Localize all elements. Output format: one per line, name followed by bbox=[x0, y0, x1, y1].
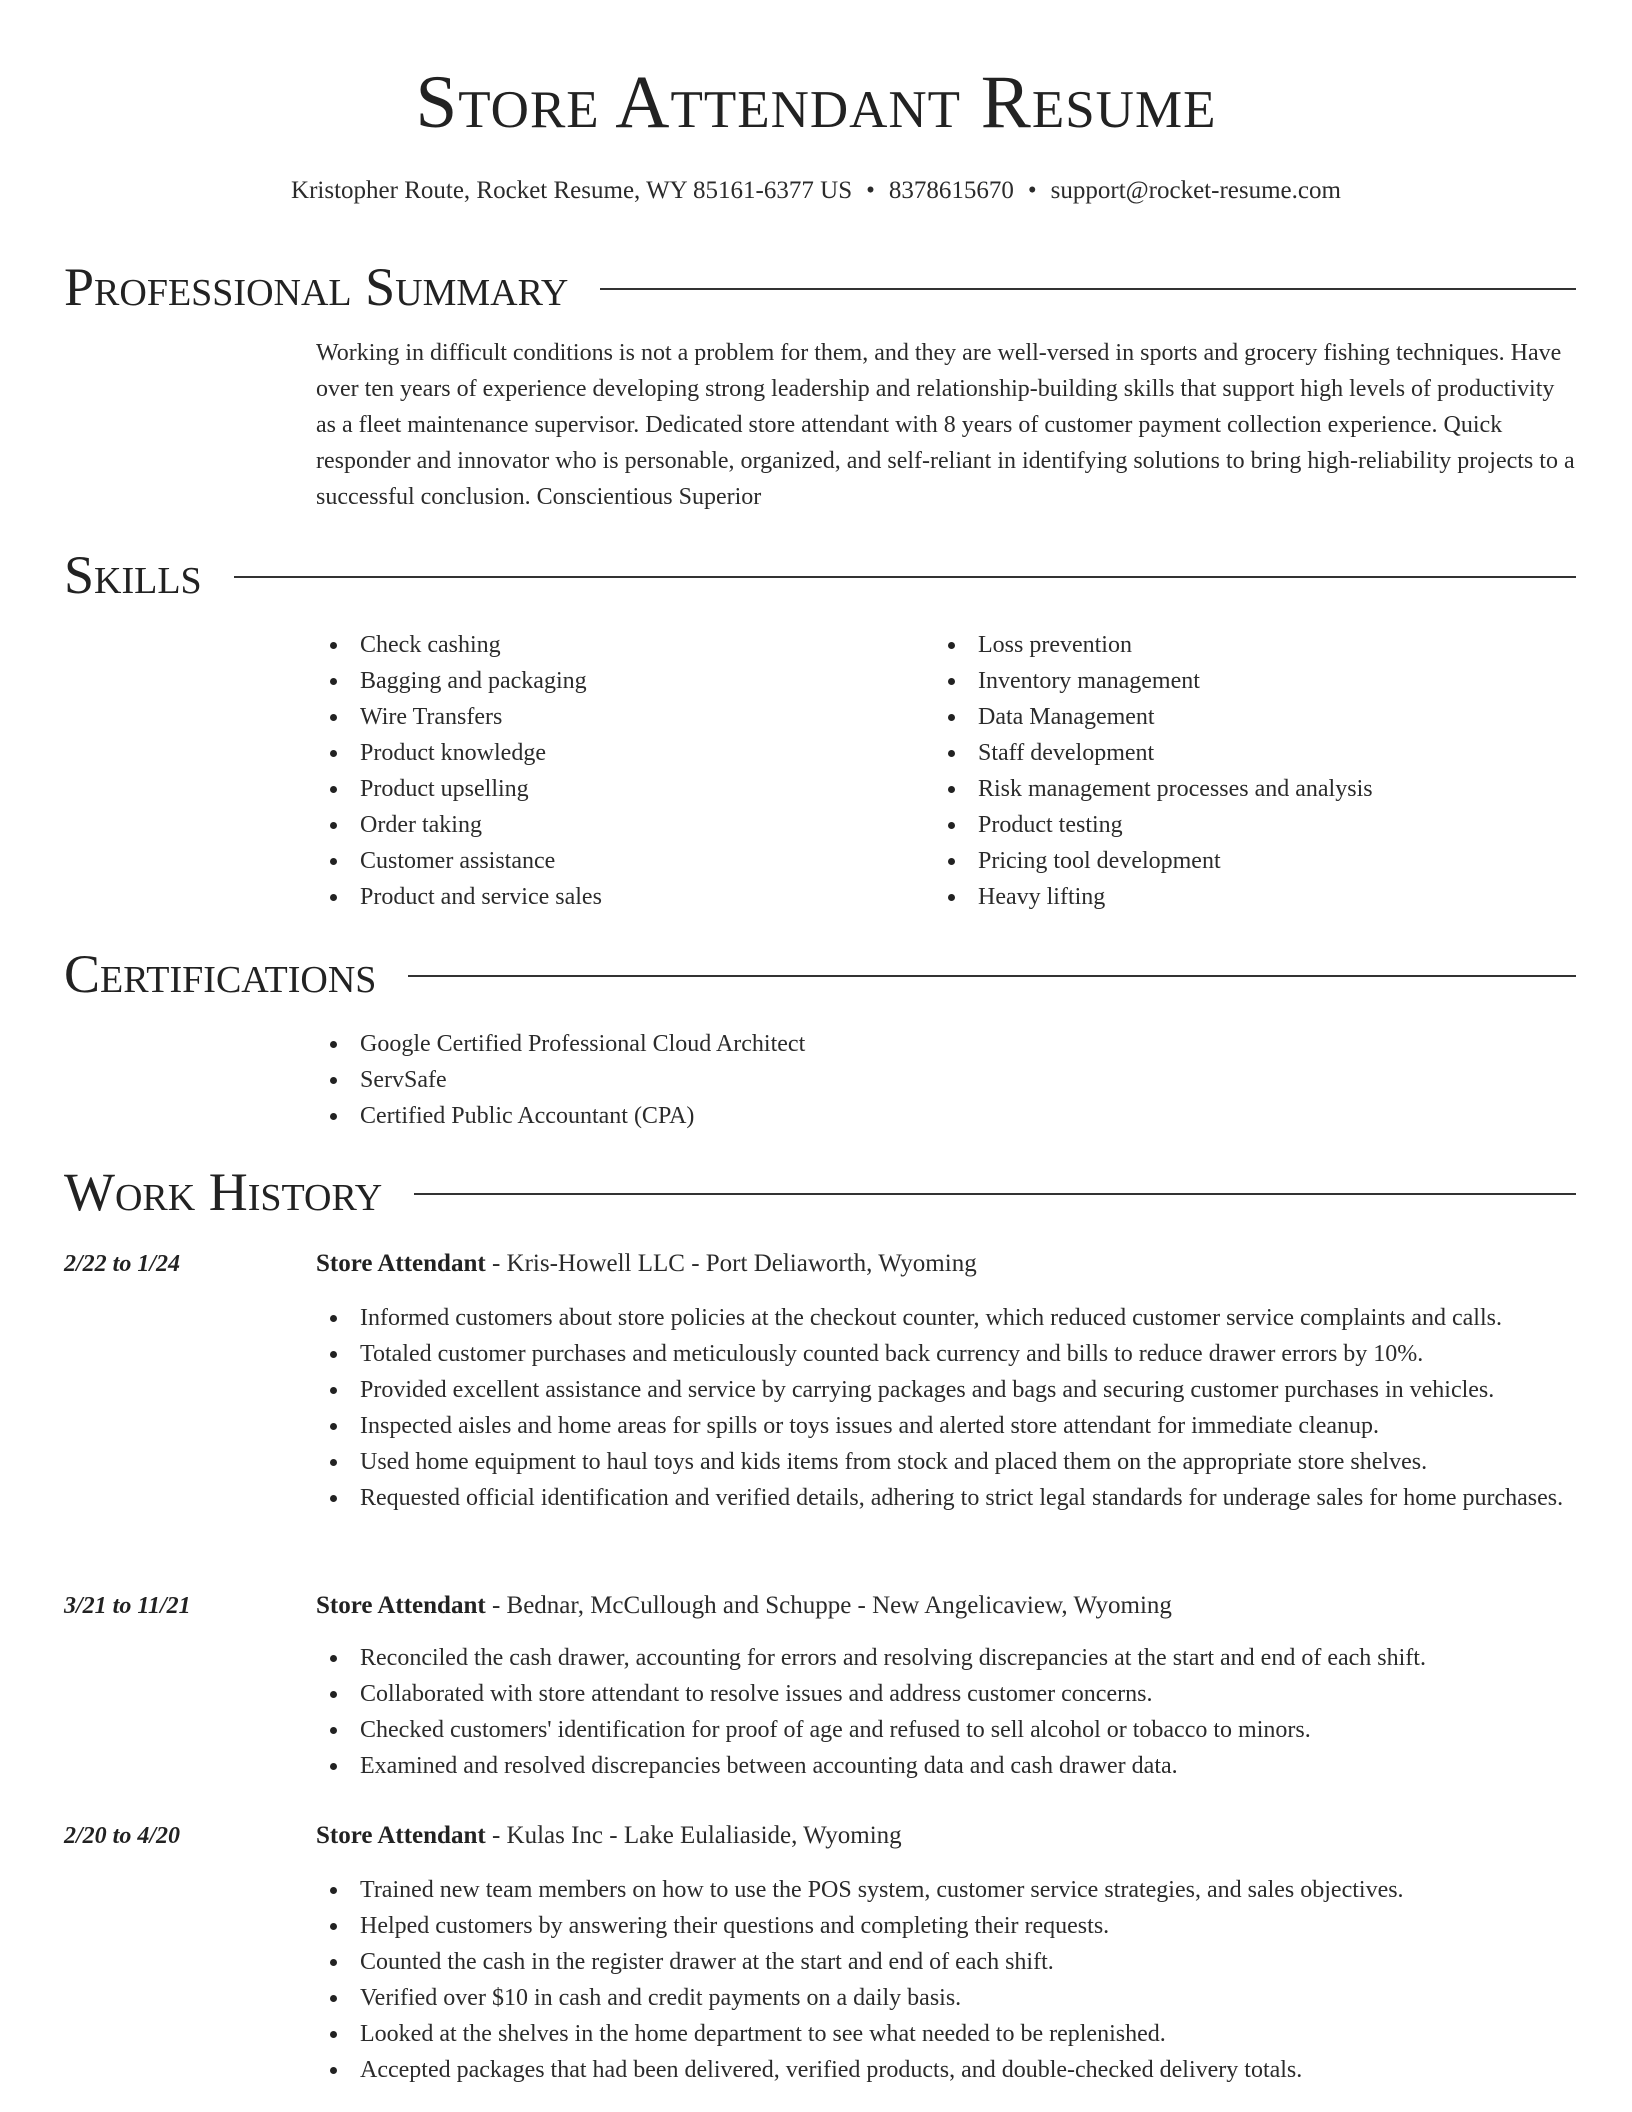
contact-address: Kristopher Route, Rocket Resume, WY 85161-6377 US bbox=[291, 177, 853, 204]
section-title: Certifications bbox=[64, 944, 377, 1004]
section-divider bbox=[414, 1193, 1576, 1195]
job-bullet: Reconciled the cash drawer, accounting for errors and resolving discrepancies at the start and end of each shift. bbox=[316, 1640, 1576, 1676]
job-bullet: Used home equipment to haul toys and kids items from stock and placed them on the appropriate store shelves. bbox=[316, 1444, 1576, 1480]
certifications-list-wrap bbox=[316, 1026, 1576, 1134]
section-divider bbox=[408, 975, 1576, 977]
certifications-header bbox=[64, 942, 1576, 1006]
certification-item: Google Certified Professional Cloud Architect bbox=[316, 1026, 1576, 1062]
section-divider bbox=[234, 576, 1576, 578]
skill-item: Pricing tool development bbox=[934, 843, 1552, 879]
job-heading bbox=[316, 1818, 1576, 1854]
skill-item: Wire Transfers bbox=[316, 699, 934, 735]
job-role: Store Attendant bbox=[316, 1822, 486, 1849]
contact-line bbox=[0, 174, 1632, 208]
job-bullet: Informed customers about store policies at the checkout counter, which reduced customer service complaints and calls. bbox=[316, 1300, 1576, 1336]
job-bullet: Requested official identification and verified details, adhering to strict legal standards for underage sales for home purchases. bbox=[316, 1480, 1576, 1516]
section-title: Skills bbox=[64, 545, 202, 605]
skill-item: Product and service sales bbox=[316, 879, 934, 915]
skill-item: Order taking bbox=[316, 807, 934, 843]
job-employer: - Bednar, McCullough and Schuppe - New Angelicaview, Wyoming bbox=[485, 1592, 1172, 1619]
skill-item: Product upselling bbox=[316, 771, 934, 807]
resume-title: Store Attendant Resume bbox=[415, 61, 1217, 144]
job-bullet: Looked at the shelves in the home department to see what needed to be replenished. bbox=[316, 2016, 1576, 2052]
summary-section bbox=[64, 255, 1576, 510]
contact-phone: 8378615670 bbox=[888, 177, 1014, 204]
job-bullet: Accepted packages that had been delivered, verified products, and double-checked delivery totals. bbox=[316, 2052, 1576, 2088]
job-bullets bbox=[316, 1640, 1576, 1784]
job-role: Store Attendant bbox=[316, 1250, 486, 1277]
job-bullet: Checked customers' identification for proof of age and refused to sell alcohol or tobacco to minors. bbox=[316, 1712, 1576, 1748]
section-divider bbox=[600, 288, 1576, 290]
job-bullet: Collaborated with store attendant to resolve issues and address customer concerns. bbox=[316, 1676, 1576, 1712]
summary-text: Working in difficult conditions is not a problem for them, and they are well-versed in sports and grocery fishing techniques. Have over ten years of experience developing strong leadership and relationship-building skills that support high levels of productivity as a fleet maintenance supervisor. Dedicated store attendant with 8 years of customer payment collection experience. Quick responder and innovator who is personable, organized, and self-reliant in identifying solutions to bring high-reliability projects to a successful conclusion. Conscientious Superior bbox=[316, 340, 1575, 510]
skill-item: Heavy lifting bbox=[934, 879, 1552, 915]
skill-item: Inventory management bbox=[934, 663, 1552, 699]
skills-list-right bbox=[934, 627, 1552, 915]
contact-separator: • bbox=[1027, 177, 1037, 204]
job-bullets bbox=[316, 1872, 1576, 2088]
certification-item: Certified Public Accountant (CPA) bbox=[316, 1098, 1576, 1134]
job-heading bbox=[316, 1588, 1576, 1624]
job-bullet: Examined and resolved discrepancies between accounting data and cash drawer data. bbox=[316, 1748, 1576, 1784]
section-title: Professional Summary bbox=[64, 257, 569, 317]
job-dates: 2/20 to 4/20 bbox=[64, 1823, 181, 1849]
job-role: Store Attendant bbox=[316, 1592, 486, 1619]
job-bullet: Verified over $10 in cash and credit payments on a daily basis. bbox=[316, 1980, 1576, 2016]
certifications-section bbox=[64, 942, 1576, 1129]
skill-item: Product testing bbox=[934, 807, 1552, 843]
job-bullet: Totaled customer purchases and meticulously counted back currency and bills to reduce drawer errors by 10%. bbox=[316, 1336, 1576, 1372]
skill-item: Staff development bbox=[934, 735, 1552, 771]
skills-columns bbox=[316, 627, 1576, 915]
work-history-section bbox=[64, 1160, 1576, 2083]
job-bullet: Helped customers by answering their questions and completing their requests. bbox=[316, 1908, 1576, 1944]
job-bullet: Inspected aisles and home areas for spills or toys issues and alerted store attendant for immediate cleanup. bbox=[316, 1408, 1576, 1444]
contact-separator: • bbox=[866, 177, 875, 204]
skills-section bbox=[64, 543, 1576, 910]
job-bullets-wrap bbox=[316, 1300, 1576, 1516]
job-bullet: Provided excellent assistance and service by carrying packages and bags and securing customer purchases in vehicles. bbox=[316, 1372, 1576, 1408]
skill-item: Data Management bbox=[934, 699, 1552, 735]
job-bullet: Counted the cash in the register drawer at the start and end of each shift. bbox=[316, 1944, 1576, 1980]
skill-item: Risk management processes and analysis bbox=[934, 771, 1552, 807]
skills-header bbox=[64, 543, 1576, 607]
work-history-header bbox=[64, 1160, 1576, 1224]
job-bullets-wrap bbox=[316, 1872, 1576, 2088]
summary-header bbox=[64, 255, 1576, 319]
job-employer: - Kulas Inc - Lake Eulaliaside, Wyoming bbox=[485, 1822, 902, 1849]
certifications-list bbox=[316, 1026, 1576, 1134]
skills-list-left bbox=[316, 627, 934, 915]
contact-email: support@rocket-resume.com bbox=[1050, 177, 1341, 204]
job-bullets bbox=[316, 1300, 1576, 1516]
job-bullets-wrap bbox=[316, 1640, 1576, 1784]
certification-item: ServSafe bbox=[316, 1062, 1576, 1098]
job-dates: 2/22 to 1/24 bbox=[64, 1251, 181, 1277]
job-employer: - Kris-Howell LLC - Port Deliaworth, Wyoming bbox=[485, 1250, 977, 1277]
job-dates: 3/21 to 11/21 bbox=[64, 1593, 191, 1619]
job-heading bbox=[316, 1246, 1576, 1282]
skill-item: Loss prevention bbox=[934, 627, 1552, 663]
section-title: Work History bbox=[64, 1162, 383, 1222]
skill-item: Product knowledge bbox=[316, 735, 934, 771]
job-bullet: Trained new team members on how to use the POS system, customer service strategies, and sales objectives. bbox=[316, 1872, 1576, 1908]
skill-item: Bagging and packaging bbox=[316, 663, 934, 699]
skill-item: Check cashing bbox=[316, 627, 934, 663]
skill-item: Customer assistance bbox=[316, 843, 934, 879]
